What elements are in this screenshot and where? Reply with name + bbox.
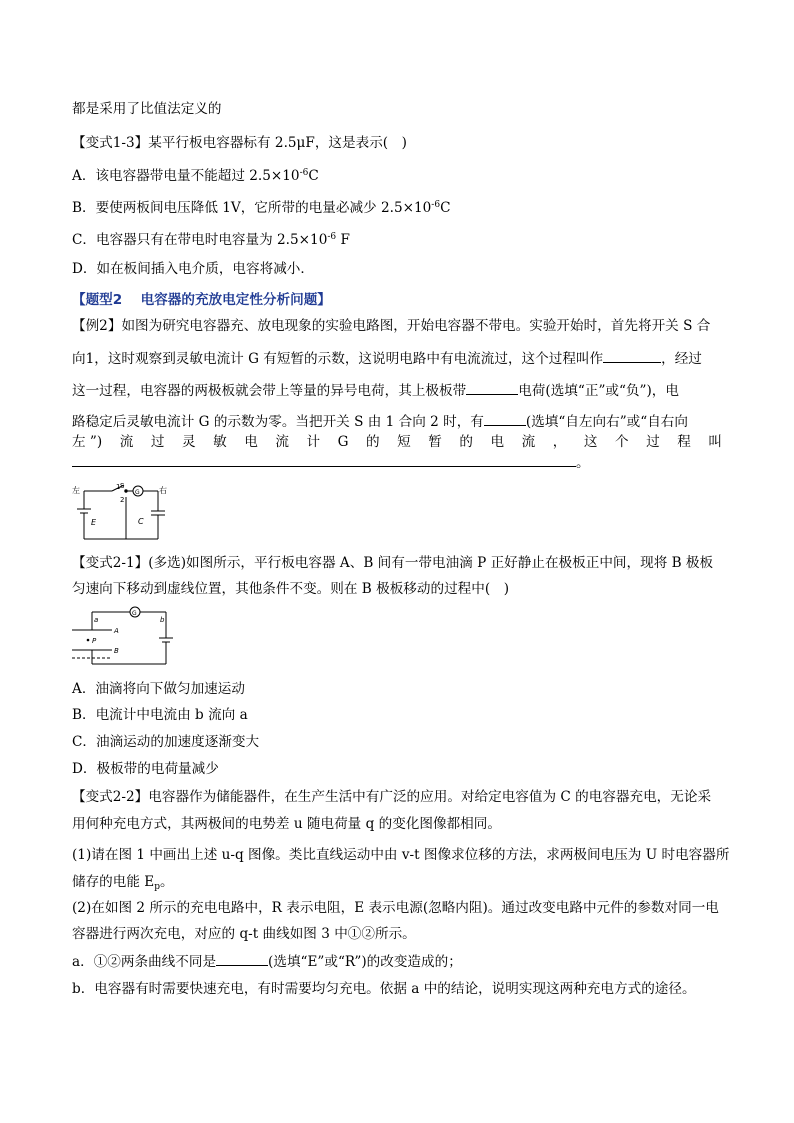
circuit-diagram-2 bbox=[72, 606, 182, 668]
option-a: A．油滴将向下做匀加速运动 bbox=[72, 681, 245, 697]
option-a: A．该电容器带电量不能超过 $2.5\times 10^{-6}C$ bbox=[72, 168, 319, 184]
label-node-a: a bbox=[94, 616, 99, 624]
label-plate-b: B bbox=[114, 647, 119, 655]
question-text: 某平行板电容器标有 2.5μF，这是表示( ) bbox=[148, 135, 407, 151]
question-v2-2-line4: 储存的电能 $E_p$。 bbox=[72, 874, 174, 892]
example-2-line1: 【例2】如图为研究电容器充、放电现象的实验电路图，开始电容器不带电。实验开始时，首先将开关 S 合 bbox=[72, 318, 711, 334]
oil-drop bbox=[87, 639, 90, 642]
circuit-diagram-1 bbox=[72, 481, 172, 547]
label-capacitor: C bbox=[138, 517, 144, 526]
option-b: B．要使两板间电压降低 1V，它所带的电量必减少 $2.5\times 10^{-6}C$ bbox=[72, 200, 451, 216]
question-v2-2-line5: (2)在如图 2 所示的充电电路中，R 表示电阻，E 表示电源(忽略内阻)。通过改变电路中元件的参数对同一电 bbox=[72, 900, 719, 916]
example-2-line3: 这一过程，电容器的两极板就会带上等量的异号电荷，其上极板带 电荷(选填“正”或“负”)，电 bbox=[72, 380, 722, 401]
answer-blank[interactable] bbox=[484, 411, 526, 426]
example-2-line2: 向1，这时观察到灵敏电流计 G 有短暂的示数，这说明电路中有电流流过，这个过程叫作 ，经过 bbox=[72, 348, 722, 369]
label-source: E bbox=[91, 518, 97, 527]
label-switch: S bbox=[120, 482, 125, 490]
example-2-line4: 路稳定后灵敏电流计 G 的示数为零。当把开关 S 由 1 合向 2 时，有 (选填“自左向右”或“自右向 bbox=[72, 411, 722, 432]
label-plate-a: A bbox=[114, 627, 119, 635]
label-switch-pos2: 2 bbox=[120, 496, 125, 504]
question-v2-2-line1: 【变式2-2】电容器作为储能器件，在生产生活中有广泛的应用。对给定电容值为 C 的电容器充电，无论采 bbox=[72, 789, 712, 805]
question-v1-3 bbox=[72, 133, 722, 153]
label-drop: P bbox=[92, 637, 97, 645]
answer-blank[interactable] bbox=[216, 951, 268, 966]
label-switch-pos1: 1 bbox=[116, 483, 121, 491]
question-v2-2-line6: 容器进行两次充电，对应的 q-t 曲线如图 3 中①②所示。 bbox=[72, 926, 416, 942]
label-meter: G bbox=[135, 489, 140, 496]
label-right: 右 bbox=[159, 486, 167, 495]
option-c: C．油滴运动的加速度逐渐变大 bbox=[72, 734, 260, 750]
option-d: D．极板带的电荷量减少 bbox=[72, 761, 219, 777]
text-line: 都是采用了比值法定义的 bbox=[72, 101, 222, 117]
question-v2-2-line8: b．电容器有时需要快速充电，有时需要均匀充电。依据 a 中的结论，说明实现这两种充电方式的途径。 bbox=[72, 981, 696, 997]
question-tag: 【变式1-3】 bbox=[72, 135, 149, 151]
question-v2-1-line1: 【变式2-1】(多选)如图所示，平行板电容器 A、B 间有一带电油滴 P 正好静止在极板正中间，现将 B 极板 bbox=[72, 555, 714, 571]
question-v2-2-line3: (1)请在图 1 中画出上述 u-q 图像。类比直线运动中由 v-t 图像求位移的方法，求两极间电压为 U 时电容器所 bbox=[72, 847, 730, 863]
option-c: C．电容器只有在带电时电容量为 $2.5\times 10^{-6}$ F bbox=[72, 232, 350, 248]
example-2-line5: 左 ”) 流 过 灵 敏 电 流 计 G 的 短 暂 的 电 流 ， 这 个 过 程 叫 bbox=[72, 434, 722, 450]
section-heading: 【题型2 电容器的充放电定性分析问题】 bbox=[72, 292, 331, 308]
option-b: B．电流计中电流由 b 流向 a bbox=[72, 707, 248, 723]
answer-blank[interactable] bbox=[466, 380, 518, 395]
option-d: D．如在板间插入电介质，电容将减小． bbox=[72, 261, 314, 277]
answer-blank[interactable] bbox=[603, 348, 661, 363]
question-v2-2-line7: a．①②两条曲线不同是 (选填“E”或“R”)的改变造成的； bbox=[72, 951, 722, 972]
label-meter: G bbox=[132, 610, 137, 617]
question-v2-2-line2: 用何种充电方式，其两极间的电势差 u 随电荷量 q 的变化图像都相同。 bbox=[72, 816, 501, 832]
label-node-b: b bbox=[160, 616, 165, 624]
label-left: 左 bbox=[72, 486, 80, 495]
answer-blank[interactable] bbox=[72, 452, 576, 467]
question-v2-1-line2: 匀速向下移动到虚线位置，其他条件不变。则在 B 极板移动的过程中( ) bbox=[72, 581, 510, 597]
example-2-line6: 。 bbox=[72, 452, 722, 473]
